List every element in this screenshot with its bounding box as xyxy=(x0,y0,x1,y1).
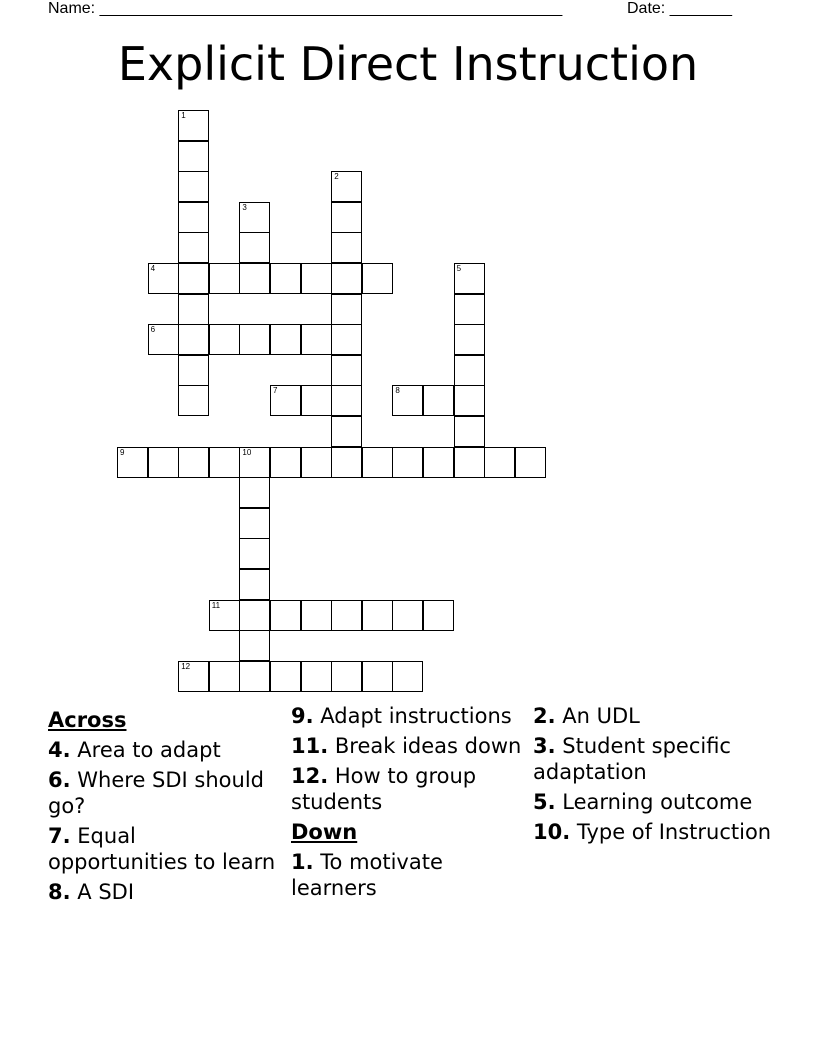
grid-cell[interactable] xyxy=(239,508,270,539)
grid-cell[interactable] xyxy=(239,630,270,661)
across-heading: Across xyxy=(48,708,127,732)
clue-text: Adapt instructions xyxy=(320,704,512,728)
date-field-line: Date: _______ xyxy=(627,0,732,17)
clue-down-10 xyxy=(533,819,773,845)
grid-cell[interactable] xyxy=(239,661,270,692)
grid-cell[interactable] xyxy=(239,447,270,478)
grid-cell[interactable] xyxy=(362,661,393,692)
clue-down-1 xyxy=(291,849,523,901)
clue-number: 5. xyxy=(533,790,556,814)
clue-across-9 xyxy=(291,703,523,729)
grid-cell[interactable] xyxy=(301,447,332,478)
clue-number: 10. xyxy=(533,820,571,844)
grid-cell[interactable] xyxy=(270,324,301,355)
grid-cell[interactable] xyxy=(362,447,393,478)
grid-cell[interactable] xyxy=(423,385,454,416)
grid-cell[interactable] xyxy=(178,263,209,294)
grid-cell[interactable] xyxy=(270,447,301,478)
clue-across-4 xyxy=(48,737,278,763)
cell-number: 12 xyxy=(181,661,191,671)
grid-cell[interactable] xyxy=(362,263,393,294)
grid-cell[interactable] xyxy=(331,385,362,416)
grid-cell[interactable] xyxy=(423,600,454,631)
clue-number: 8. xyxy=(48,880,71,904)
grid-cell[interactable] xyxy=(239,324,270,355)
grid-cell[interactable] xyxy=(331,232,362,263)
clue-across-12 xyxy=(291,763,523,815)
grid-cell[interactable] xyxy=(454,294,485,325)
clue-text: Equal opportunities to learn xyxy=(48,824,276,874)
grid-cell[interactable] xyxy=(392,385,423,416)
clue-down-5 xyxy=(533,789,773,815)
grid-cell[interactable] xyxy=(392,661,423,692)
clue-across-8 xyxy=(48,879,278,905)
grid-cell[interactable] xyxy=(454,355,485,386)
grid-cell[interactable] xyxy=(239,477,270,508)
grid-cell[interactable] xyxy=(178,324,209,355)
grid-cell[interactable] xyxy=(331,324,362,355)
grid-cell[interactable] xyxy=(178,141,209,172)
grid-cell[interactable] xyxy=(331,355,362,386)
grid-cell[interactable] xyxy=(209,263,240,294)
grid-cell[interactable] xyxy=(178,294,209,325)
clue-text: Student specific adaptation xyxy=(533,734,731,784)
clue-number: 9. xyxy=(291,704,314,728)
clue-number: 4. xyxy=(48,738,71,762)
clue-text: Where SDI should go? xyxy=(48,768,264,818)
clues-column-2 xyxy=(291,703,523,905)
grid-cell[interactable] xyxy=(301,661,332,692)
grid-cell[interactable] xyxy=(178,661,209,692)
grid-cell[interactable] xyxy=(331,447,362,478)
grid-cell[interactable] xyxy=(392,600,423,631)
grid-cell[interactable] xyxy=(209,447,240,478)
grid-cell[interactable] xyxy=(178,232,209,263)
grid-cell[interactable] xyxy=(301,263,332,294)
grid-cell[interactable] xyxy=(178,355,209,386)
grid-cell[interactable] xyxy=(362,600,393,631)
clue-across-7 xyxy=(48,823,278,875)
clue-across-6 xyxy=(48,767,278,819)
grid-cell[interactable] xyxy=(423,447,454,478)
clue-number: 1. xyxy=(291,850,314,874)
clue-number: 3. xyxy=(533,734,556,758)
grid-cell[interactable] xyxy=(178,385,209,416)
clue-number: 11. xyxy=(291,734,329,758)
clue-number: 6. xyxy=(48,768,71,792)
clue-text: Area to adapt xyxy=(77,738,221,762)
clue-across-11 xyxy=(291,733,523,759)
grid-cell[interactable] xyxy=(148,324,179,355)
clue-text: An UDL xyxy=(562,704,640,728)
grid-cell[interactable] xyxy=(454,324,485,355)
page-title: Explicit Direct Instruction xyxy=(117,37,699,91)
grid-cell[interactable] xyxy=(270,263,301,294)
grid-cell[interactable] xyxy=(239,538,270,569)
cell-number: 4 xyxy=(150,264,156,273)
name-field-line: Name: ____________________________________________________ xyxy=(48,0,563,17)
clue-number: 12. xyxy=(291,764,329,788)
grid-cell[interactable] xyxy=(484,447,515,478)
grid-cell[interactable] xyxy=(148,263,179,294)
grid-cell[interactable] xyxy=(178,110,209,141)
cell-number: 7 xyxy=(273,386,278,396)
grid-cell[interactable] xyxy=(239,232,270,263)
grid-cell[interactable] xyxy=(239,569,270,600)
grid-cell[interactable] xyxy=(331,600,362,631)
grid-cell[interactable] xyxy=(239,600,270,631)
cell-number: 5 xyxy=(456,264,462,273)
clue-down-3 xyxy=(533,733,773,785)
grid-cell[interactable] xyxy=(301,324,332,355)
clue-text: Break ideas down xyxy=(334,734,522,758)
clue-down-2 xyxy=(533,703,773,729)
grid-cell[interactable] xyxy=(239,263,270,294)
grid-cell[interactable] xyxy=(392,447,423,478)
down-heading: Down xyxy=(291,820,358,844)
grid-cell[interactable] xyxy=(209,324,240,355)
grid-cell[interactable] xyxy=(454,263,485,294)
cell-number: 3 xyxy=(242,202,247,212)
grid-cell[interactable] xyxy=(270,385,301,416)
clue-text: To motivate learners xyxy=(291,850,443,900)
cell-number: 8 xyxy=(395,386,400,396)
grid-cell[interactable] xyxy=(178,447,209,478)
grid-cell[interactable] xyxy=(331,661,362,692)
grid-cell[interactable] xyxy=(331,202,362,233)
cell-number: 2 xyxy=(334,172,339,182)
grid-cell[interactable] xyxy=(454,416,485,447)
clue-text: How to group students xyxy=(291,764,477,814)
grid-cell[interactable] xyxy=(178,171,209,202)
cell-number: 1 xyxy=(181,111,186,120)
grid-cell[interactable] xyxy=(148,447,179,478)
cell-number: 10 xyxy=(242,447,252,457)
clues-column-1 xyxy=(48,703,278,909)
grid-cell[interactable] xyxy=(117,447,148,478)
grid-cell[interactable] xyxy=(331,171,362,202)
clue-text: A SDI xyxy=(77,880,135,904)
cell-number: 6 xyxy=(150,325,156,335)
grid-cell[interactable] xyxy=(270,600,301,631)
grid-cell[interactable] xyxy=(454,385,485,416)
grid-cell[interactable] xyxy=(301,600,332,631)
grid-cell[interactable] xyxy=(239,202,270,233)
cell-number: 9 xyxy=(120,447,125,457)
clue-number: 2. xyxy=(533,704,556,728)
grid-cell[interactable] xyxy=(178,202,209,233)
cell-number: 11 xyxy=(211,600,221,610)
grid-cell[interactable] xyxy=(331,294,362,325)
grid-cell[interactable] xyxy=(331,416,362,447)
grid-cell[interactable] xyxy=(209,661,240,692)
clue-text: Type of Instruction xyxy=(576,820,772,844)
grid-cell[interactable] xyxy=(331,263,362,294)
grid-cell[interactable] xyxy=(454,447,485,478)
grid-cell[interactable] xyxy=(515,447,546,478)
clues-column-3 xyxy=(533,703,773,849)
grid-cell[interactable] xyxy=(270,661,301,692)
grid-cell[interactable] xyxy=(209,600,240,631)
grid-cell[interactable] xyxy=(301,385,332,416)
clue-text: Learning outcome xyxy=(562,790,753,814)
clue-number: 7. xyxy=(48,824,71,848)
